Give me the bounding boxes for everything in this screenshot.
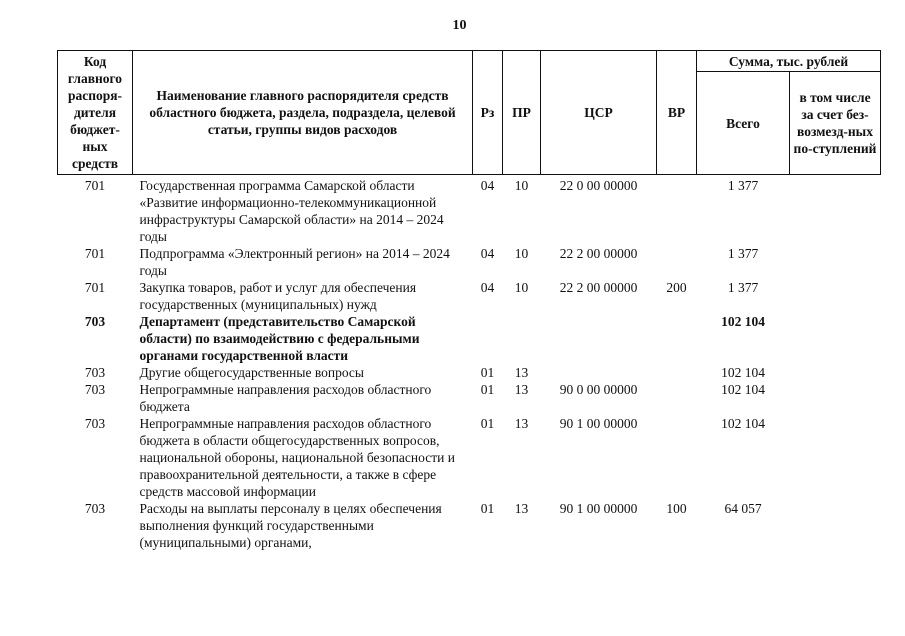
- row-pr: 10: [514, 280, 529, 295]
- row-grants: [790, 500, 881, 551]
- row-name: Государственная программа Самарской области «Развитие информационно-телекоммуникационной инфраструктуры Самарской области» на 2014 – 2024 годы: [139, 178, 444, 244]
- table-header: [58, 51, 881, 175]
- row-total: 102 104: [721, 416, 765, 431]
- header-vr: ВР: [657, 51, 697, 175]
- row-name: Расходы на выплаты персоналу в целях обеспечения выполнения функций государственными (муниципальными) органами,: [139, 501, 442, 550]
- table-body: [58, 175, 881, 552]
- table-row: [58, 364, 881, 381]
- row-pr: 13: [514, 382, 529, 397]
- row-code: 703: [84, 501, 106, 516]
- row-csr: 90 1 00 00000: [559, 416, 638, 431]
- row-grants: [790, 279, 881, 313]
- row-total: 102 104: [721, 382, 765, 397]
- row-code: 703: [84, 382, 106, 397]
- page-number: 10: [452, 18, 467, 33]
- header-sum: Сумма, тыс. рублей: [697, 51, 881, 72]
- table-row: [58, 415, 881, 500]
- row-pr: 13: [514, 501, 529, 516]
- header-code: Код главного распоря-дителя бюджет-ных средств: [58, 51, 133, 175]
- row-code: 701: [84, 246, 106, 261]
- row-vr: [657, 313, 697, 364]
- row-total: 64 057: [724, 501, 762, 516]
- row-csr: 22 2 00 00000: [559, 246, 638, 261]
- row-vr: 200: [666, 280, 687, 295]
- row-total: 102 104: [721, 314, 765, 329]
- row-pr: 13: [514, 365, 529, 380]
- row-vr: [657, 415, 697, 500]
- row-name: Непрограммные направления расходов областного бюджета: [139, 382, 432, 414]
- row-grants: [790, 381, 881, 415]
- row-rz: 04: [480, 246, 495, 261]
- row-csr: 22 2 00 00000: [559, 280, 638, 295]
- row-total: 1 377: [727, 178, 759, 193]
- row-vr: [657, 364, 697, 381]
- table-row: [58, 313, 881, 364]
- row-csr: [541, 313, 657, 364]
- table-row: [58, 381, 881, 415]
- row-rz: 01: [480, 382, 495, 397]
- row-rz: [473, 313, 503, 364]
- row-grants: [790, 415, 881, 500]
- row-grants: [790, 245, 881, 279]
- row-rz: 04: [480, 280, 495, 295]
- row-rz: 04: [480, 178, 495, 193]
- row-rz: 01: [480, 501, 495, 516]
- row-vr: 100: [666, 501, 687, 516]
- row-grants: [790, 175, 881, 246]
- row-name: Подпрограмма «Электронный регион» на 2014 – 2024 годы: [139, 246, 450, 278]
- row-csr: 90 1 00 00000: [559, 501, 638, 516]
- header-total: Всего: [697, 72, 790, 175]
- header-pr: ПР: [503, 51, 541, 175]
- row-csr: [541, 364, 657, 381]
- table-row: [58, 175, 881, 246]
- row-vr: [657, 381, 697, 415]
- row-rz: 01: [480, 365, 495, 380]
- row-vr: [657, 245, 697, 279]
- row-rz: 01: [480, 416, 495, 431]
- row-code: 703: [84, 314, 106, 329]
- row-total: 102 104: [721, 365, 765, 380]
- row-name: Непрограммные направления расходов областного бюджета в области общегосударственных вопросов, национальной обороны, национальной безопасности и правоохранительной деятельности, а также в сфере средств массовой информации: [139, 416, 455, 499]
- header-name: Наименование главного распорядителя средств областного бюджета, раздела, подраздела, целевой статьи, группы видов расходов: [133, 51, 473, 175]
- row-csr: 90 0 00 00000: [559, 382, 638, 397]
- row-name: Департамент (представительство Самарской области) по взаимодействию с федеральными органами государственной власти: [139, 314, 420, 363]
- row-pr: 10: [514, 178, 529, 193]
- row-code: 701: [84, 178, 106, 193]
- row-total: 1 377: [727, 280, 759, 295]
- row-vr: [657, 175, 697, 246]
- row-pr: 10: [514, 246, 529, 261]
- row-code: 703: [84, 365, 106, 380]
- table-row: [58, 500, 881, 551]
- row-csr: 22 0 00 00000: [559, 178, 638, 193]
- row-pr: 13: [514, 416, 529, 431]
- budget-table: [57, 50, 881, 551]
- header-grants: в том числе за счет без-возмезд-ных по-ступлений: [790, 72, 881, 175]
- row-total: 1 377: [727, 246, 759, 261]
- table-row: [58, 279, 881, 313]
- row-name: Другие общегосударственные вопросы: [139, 365, 364, 380]
- header-rz: Рз: [473, 51, 503, 175]
- table-row: [58, 245, 881, 279]
- row-name: Закупка товаров, работ и услуг для обеспечения государственных (муниципальных) нужд: [139, 280, 417, 312]
- row-code: 701: [84, 280, 106, 295]
- row-pr: [503, 313, 541, 364]
- header-csr: ЦСР: [541, 51, 657, 175]
- row-grants: [790, 313, 881, 364]
- row-grants: [790, 364, 881, 381]
- row-code: 703: [84, 416, 106, 431]
